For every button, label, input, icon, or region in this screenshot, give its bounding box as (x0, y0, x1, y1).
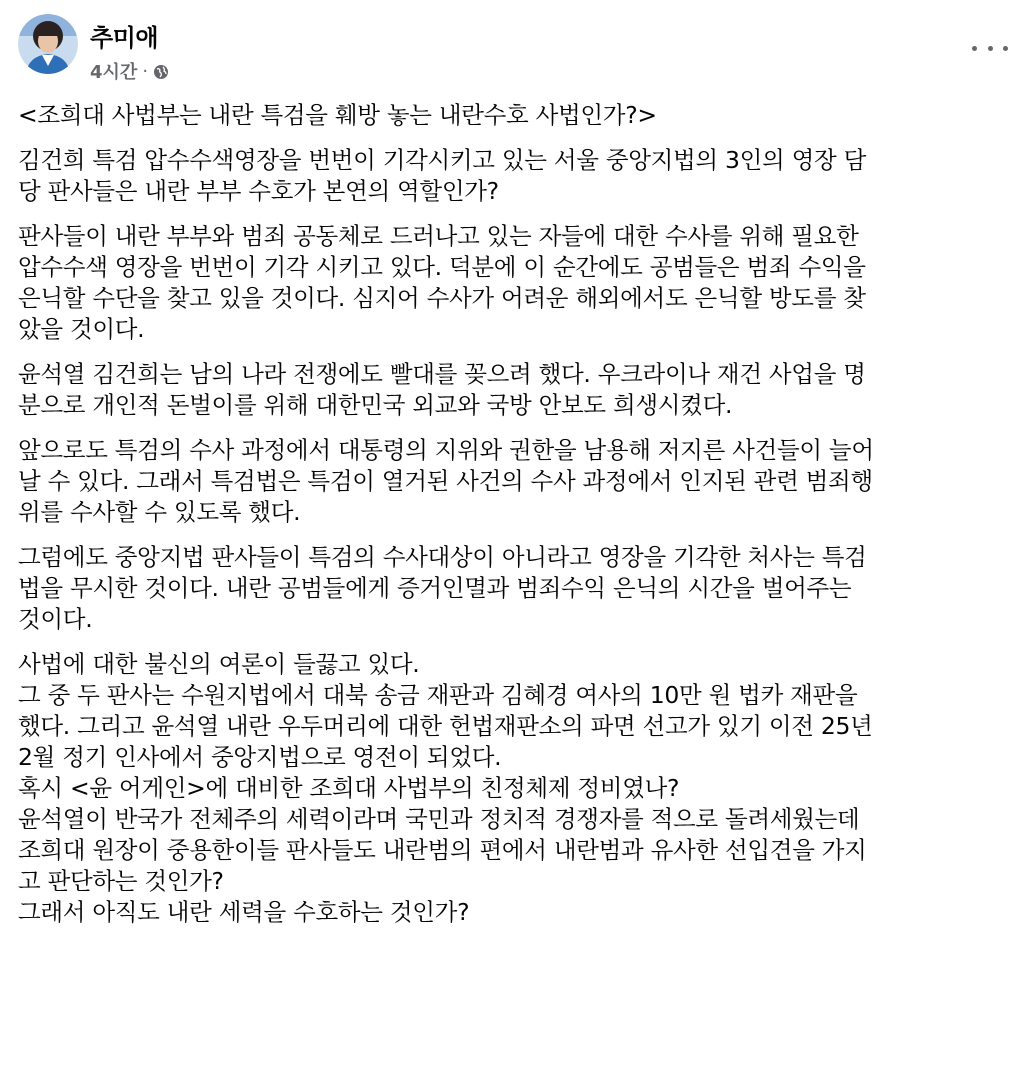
text-line: 았을 것이다. (18, 315, 145, 343)
text-line: 앞으로도 특검의 수사 과정에서 대통령의 지위와 권한을 남용해 저지른 사건들이 늘어 (18, 436, 874, 464)
text-line: 윤석열 김건희는 남의 나라 전쟁에도 빨대를 꽂으려 했다. 우크라이나 재건 사업을 명 (18, 360, 866, 388)
text-line: 2월 정기 인사에서 중앙지법으로 영전이 되었다. (18, 743, 502, 771)
post-text (18, 100, 1008, 928)
avatar[interactable] (18, 14, 78, 74)
post-meta (90, 58, 169, 84)
post-header (18, 14, 1008, 84)
text-line: 사법에 대한 불신의 여론이 들끓고 있다. (18, 650, 420, 678)
post-paragraph (18, 221, 1008, 345)
text-line: 은닉할 수단을 찾고 있을 것이다. 심지어 수사가 어려운 해외에서도 은닉할 방도를 찾 (18, 284, 866, 312)
globe-icon[interactable] (153, 64, 169, 80)
post-paragraph (18, 435, 1008, 528)
author-name[interactable]: 추미애 (90, 24, 159, 52)
post-paragraph (18, 359, 1008, 421)
paragraph-gap (18, 207, 1008, 221)
paragraph-gap (18, 131, 1008, 145)
meta-separator: · (142, 60, 149, 82)
post-paragraph (18, 542, 1008, 635)
text-line: 법을 무시한 것이다. 내란 공범들에게 증거인멸과 범죄수익 은닉의 시간을 벌어주는 (18, 574, 852, 602)
paragraph-gap (18, 635, 1008, 649)
post-paragraph (18, 649, 1008, 928)
text-line: 것이다. (18, 605, 93, 633)
text-line: 위를 수사할 수 있도록 했다. (18, 498, 301, 526)
text-line: 당 판사들은 내란 부부 수호가 본연의 역할인가? (18, 177, 499, 205)
more-options-icon[interactable] (972, 36, 1008, 60)
text-line: 김건희 특검 압수수색영장을 번번이 기각시키고 있는 서울 중앙지법의 3인의 영장 담 (18, 146, 866, 174)
text-line: 압수수색 영장을 번번이 기각 시키고 있다. 덕분에 이 순간에도 공범들은 범죄 수익을 (18, 253, 866, 281)
paragraph-gap (18, 345, 1008, 359)
text-line: 윤석열이 반국가 전체주의 세력이라며 국민과 정치적 경쟁자를 적으로 돌려세웠는데 (18, 805, 860, 833)
text-line: 고 판단하는 것인가? (18, 867, 224, 895)
avatar-image (18, 14, 78, 74)
text-line: 그 중 두 판사는 수원지법에서 대북 송금 재판과 김혜경 여사의 10만 원 법카 재판을 (18, 681, 858, 709)
text-line: <조희대 사법부는 내란 특검을 훼방 놓는 내란수호 사법인가?> (18, 101, 657, 129)
text-line: 분으로 개인적 돈벌이를 위해 대한민국 외교와 국방 안보도 희생시켰다. (18, 391, 733, 419)
text-line: 그래서 아직도 내란 세력을 수호하는 것인가? (18, 898, 470, 926)
text-line: 판사들이 내란 부부와 범죄 공동체로 드러나고 있는 자들에 대한 수사를 위해 필요한 (18, 222, 859, 250)
text-line: 했다. 그리고 윤석열 내란 우두머리에 대한 헌법재판소의 파면 선고가 있기 이전 25년 (18, 712, 873, 740)
post-paragraph (18, 100, 1008, 131)
post-paragraph (18, 145, 1008, 207)
post-time[interactable]: 4시간 (90, 62, 138, 83)
text-line: 날 수 있다. 그래서 특검법은 특검이 열거된 사건의 수사 과정에서 인지된 관련 범죄행 (18, 467, 873, 495)
paragraph-gap (18, 421, 1008, 435)
text-line: 혹시 <윤 어게인>에 대비한 조희대 사법부의 친정체제 정비였나? (18, 774, 680, 802)
paragraph-gap (18, 528, 1008, 542)
text-line: 조희대 원장이 중용한이들 판사들도 내란범의 편에서 내란범과 유사한 선입견을 가지 (18, 836, 867, 864)
text-line: 그럼에도 중앙지법 판사들이 특검의 수사대상이 아니라고 영장을 기각한 처사는 특검 (18, 543, 867, 571)
